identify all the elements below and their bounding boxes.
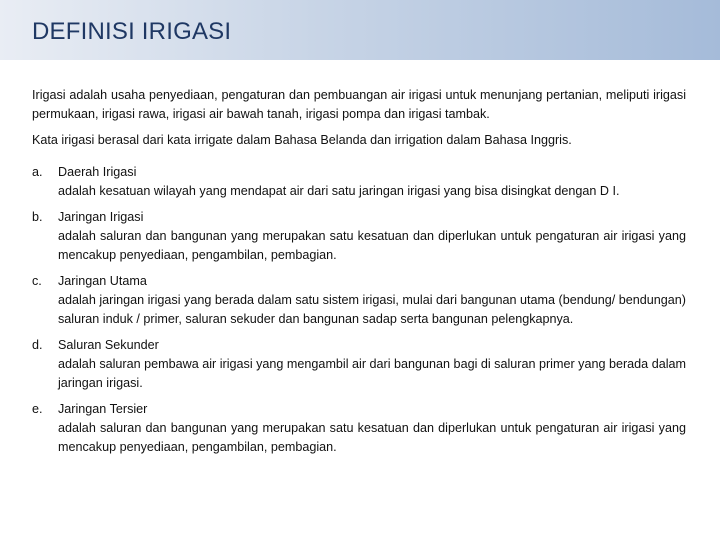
list-item-definition: adalah kesatuan wilayah yang mendapat air dari satu jaringan irigasi yang bisa disingkat dengan D I.	[58, 184, 620, 198]
list-item-definition: adalah jaringan irigasi yang berada dalam satu sistem irigasi, mulai dari bangunan utama (bendung/ bendungan) saluran induk / primer, saluran sekuder dan bangunan sadap serta bangunan pelengkapnya.	[58, 293, 686, 326]
list-item	[32, 163, 686, 201]
title-banner	[0, 0, 720, 60]
list-item-body	[58, 400, 686, 457]
list-marker: e.	[32, 402, 43, 416]
list-item-body	[58, 163, 686, 201]
list-item	[32, 208, 686, 265]
list-item-definition: adalah saluran dan bangunan yang merupakan satu kesatuan dan diperlukan untuk pengaturan air irigasi yang mencakup penyediaan, pengambilan, pembagian.	[58, 229, 686, 262]
list-item-definition: adalah saluran pembawa air irigasi yang mengambil air dari bangunan bagi di saluran primer yang berada dalam jaringan irigasi.	[58, 357, 686, 390]
list-marker: a.	[32, 165, 43, 179]
list-item-definition: adalah saluran dan bangunan yang merupakan satu kesatuan dan diperlukan untuk pengaturan air irigasi yang mencakup penyediaan, pengambilan, pembagian.	[58, 421, 686, 454]
list-item	[32, 400, 686, 457]
list-item-term: Jaringan Tersier	[58, 402, 148, 416]
list-item-term: Jaringan Irigasi	[58, 210, 144, 224]
definition-list	[32, 163, 686, 457]
page-title: DEFINISI IRIGASI	[32, 18, 232, 45]
list-item-term: Daerah Irigasi	[58, 165, 137, 179]
list-item	[32, 336, 686, 393]
list-item-body	[58, 336, 686, 393]
list-marker: b.	[32, 210, 43, 224]
list-item-term: Saluran Sekunder	[58, 338, 159, 352]
list-item-body	[58, 272, 686, 329]
intro-paragraph: Irigasi adalah usaha penyediaan, pengaturan dan pembuangan air irigasi untuk menunjang pertanian, meliputi irigasi permukaan, irigasi rawa, irigasi air bawah tanah, irigasi pompa dan irigasi tambak.	[32, 88, 686, 121]
etymology-paragraph: Kata irigasi berasal dari kata irrigate dalam Bahasa Belanda dan irrigation dalam Bahasa Inggris.	[32, 133, 572, 147]
slide-body	[32, 86, 686, 464]
list-marker: d.	[32, 338, 43, 352]
list-item	[32, 272, 686, 329]
list-item-term: Jaringan Utama	[58, 274, 147, 288]
list-marker: c.	[32, 274, 42, 288]
list-item-body	[58, 208, 686, 265]
title-divider	[0, 60, 720, 62]
